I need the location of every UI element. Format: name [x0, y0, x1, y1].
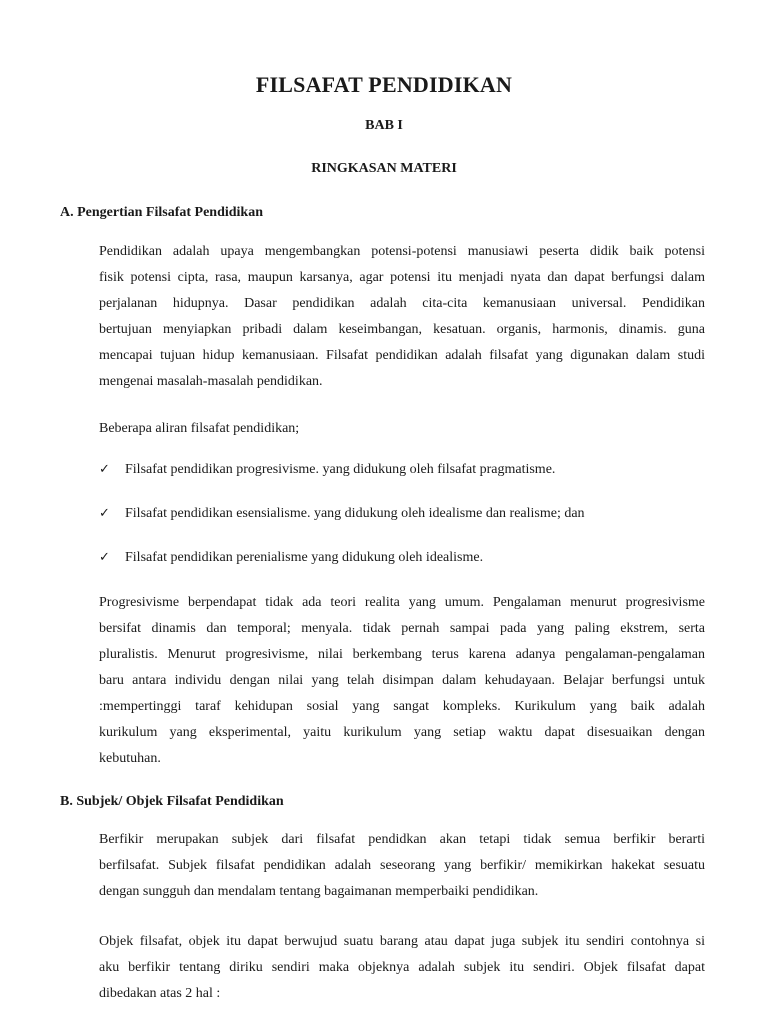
section-a-paragraph-2 — [99, 590, 705, 772]
document-subtitle: RINGKASAN MATERI — [311, 161, 457, 176]
section-b-paragraph-2 — [99, 929, 705, 1007]
document-title: FILSAFAT PENDIDIKAN — [255, 72, 513, 97]
section-a-paragraph-1 — [99, 239, 705, 395]
checkmark-icon: ✓ — [99, 462, 110, 477]
list-item — [99, 550, 483, 566]
paragraph-line: dibedakan atas 2 hal : — [99, 986, 221, 1001]
list-item-text: Filsafat pendidikan progresivisme. yang didukung oleh filsafat pragmatisme. — [125, 462, 556, 477]
paragraph-line: Objek filsafat, objek itu dapat berwujud suatu barang atau dapat juga subjek itu sendiri contohnya si — [99, 934, 705, 949]
paragraph-line: :mempertinggi taraf kehidupan sosial yang sangat kompleks. Kurikulum yang baik adalah — [99, 699, 705, 714]
paragraph-line: Progresivisme berpendapat tidak ada teori realita yang umum. Pengalaman menurut progresivisme — [99, 595, 705, 610]
paragraph-line: bersifat dinamis dan temporal; menyala. tidak pernah sampai pada yang paling ekstrem, serta — [99, 621, 705, 636]
paragraph-line: pluralistis. Menurut progresivisme, nilai berkembang terus karena adanya pengalaman-pengalaman — [99, 647, 705, 662]
list-item — [99, 462, 555, 478]
paragraph-line: berfilsafat. Subjek filsafat pendidikan adalah seseorang yang berfikir/ memikirkan hakekat sesuatu — [99, 858, 705, 873]
paragraph-line: mencapai tujuan hidup kemanusiaan. Filsafat pendidikan adalah filsafat yang digunakan dalam studi — [99, 348, 705, 363]
paragraph-line: kurikulum yang eksperimental, yaitu kurikulum yang setiap waktu dapat disesuaikan dengan — [99, 725, 705, 740]
paragraph-line: aku berfikir tentang diriku sendiri maka objeknya adalah subjek itu sendiri. Objek filsafat dapat — [99, 960, 705, 975]
list-item-text: Filsafat pendidikan esensialisme. yang didukung oleh idealisme dan realisme; dan — [125, 506, 585, 521]
paragraph-line: mengenai masalah-masalah pendidikan. — [99, 374, 323, 389]
paragraph-line: fisik potensi cipta, rasa, maupun karsanya, agar potensi itu menjadi nyata dan dapat berfungsi dalam — [99, 270, 705, 285]
paragraph-line: baru antara individu dengan nilai yang telah disimpan dalam kehudayaan. Belajar berfungsi untuk — [99, 673, 705, 688]
paragraph-line: perjalanan hidupnya. Dasar pendidikan adalah cita-cita kemanusiaan universal. Pendidikan — [99, 296, 705, 311]
section-b-heading: B. Subjek/ Objek Filsafat Pendidikan — [60, 794, 284, 809]
checkmark-icon: ✓ — [99, 550, 110, 565]
section-a-heading: A. Pengertian Filsafat Pendidikan — [60, 205, 264, 220]
chapter-label: BAB I — [365, 118, 403, 133]
list-intro: Beberapa aliran filsafat pendidikan; — [99, 421, 300, 436]
section-b-paragraph-1 — [99, 827, 705, 905]
paragraph-line: Pendidikan adalah upaya mengembangkan potensi-potensi manusiawi peserta didik baik potensi — [99, 244, 705, 259]
paragraph-line: bertujuan menyiapkan pribadi dalam keseimbangan, kesatuan. organis, harmonis, dinamis. guna — [99, 322, 705, 337]
paragraph-line: Berfikir merupakan subjek dari filsafat pendidkan akan tetapi tidak semua berfikir berarti — [99, 832, 705, 847]
paragraph-line: kebutuhan. — [99, 751, 161, 766]
paragraph-line: dengan sungguh dan mendalam tentang bagaimanan memperbaiki pendidikan. — [99, 884, 539, 899]
checkmark-icon: ✓ — [99, 506, 110, 521]
list-item — [99, 506, 585, 522]
list-item-text: Filsafat pendidikan perenialisme yang didukung oleh idealisme. — [125, 550, 484, 565]
